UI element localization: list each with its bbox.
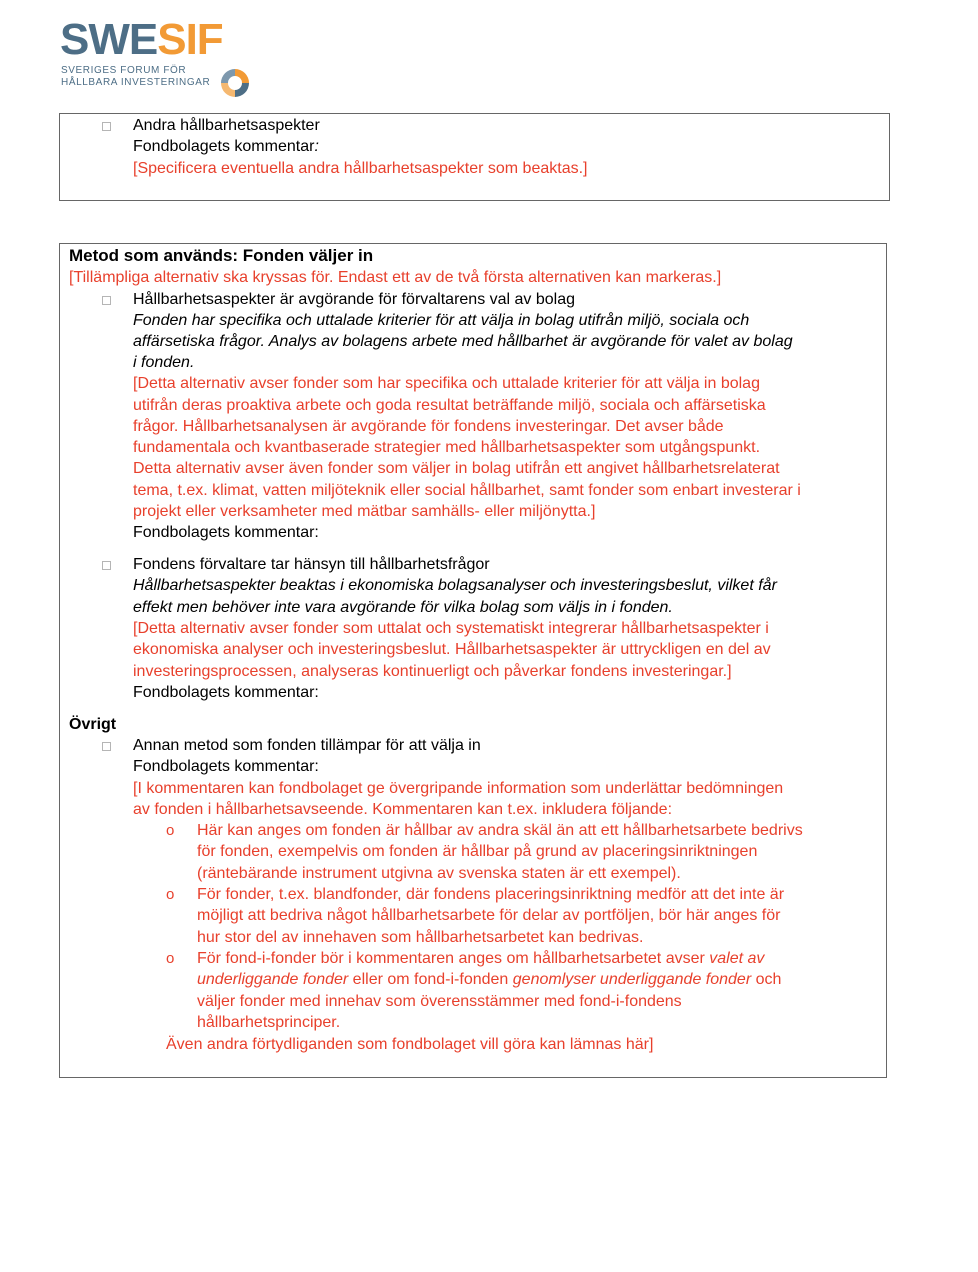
other-aspects-checkbox[interactable] [102,122,111,131]
option1-comment-label[interactable]: Fondbolagets kommentar: [133,524,319,541]
option1-checkbox[interactable] [102,296,111,305]
option3-intro-line: [I kommentaren kan fondbolaget ge övergripande information som underlättar bedömningen [133,780,784,797]
option2-guide-line: [Detta alternativ avser fonder som uttalat och systematiskt integrerar hållbarhetsaspekter i [133,620,769,637]
logo-tagline-1: SVERIGES FORUM FÖR [61,65,187,76]
option1-desc-line: affärsetiska frågor. Analys av bolagens arbete med hållbarhet är avgörande för valet av bolag [133,333,793,350]
option2-desc-line: Hållbarhetsaspekter beaktas i ekonomiska bolagsanalyser och investeringsbeslut, vilket får [133,577,777,594]
option1-label: Hållbarhetsaspekter är avgörande för förvaltarens val av bolag [133,291,576,308]
section-instruction: [Tillämpliga alternativ ska kryssas för. Endast ett av de två första alternativen kan markeras.] [69,269,722,286]
option1-guide-line: frågor. Hållbarhetsanalysen är avgörande för fondens investeringar. Det avser både [133,418,724,435]
option2-desc-line: effekt men behöver inte vara avgörande för vilka bolag som väljs in i fonden. [133,599,673,616]
swesif-logo [60,15,280,98]
option1-guide-line: Detta alternativ avser även fonder som väljer in bolag utifrån ett angivet hållbarhetsrelaterat [133,460,780,477]
option1-desc-line: i fonden. [133,354,195,371]
bullet1-line: Här kan anges om fonden är hållbar av andra skäl än att ett hållbarhetsarbete bedrivs [197,822,803,839]
bullet1-line: (räntebärande instrument utgivna av svenska staten är ett exempel). [197,865,681,882]
bullet3-line: hållbarhetsprinciper. [197,1014,341,1031]
option2-checkbox[interactable] [102,561,111,570]
swesif-ring-icon [218,66,252,100]
option1-guide-line: fundamentala och kvantbaserade strategier med hållbarhetsaspekter som utgångspunkt. [133,439,761,456]
option1-desc-line: Fonden har specifika och uttalade kriterier för att välja in bolag utifrån miljö, sociala och [133,312,750,329]
list-bullet: o [166,950,175,967]
other-aspects-label: Andra hållbarhetsaspekter [133,117,320,134]
list-bullet: o [166,822,175,839]
option1-guide-line: [Detta alternativ avser fonder som har specifika och uttalade kriterier för att välja in bolag [133,375,760,392]
bullet2-line: möjligt att bedriva något hållbarhetsarbete för delar av portföljen, bör här anges för [197,907,781,924]
option2-guide-line: ekonomiska analyser och investeringsbeslut. Hållbarhetsaspekter är uttryckligen en del av [133,641,771,658]
logo-wordmark: SWESIF [60,15,223,64]
bullet2-line: hur stor del av innehaven som hållbarhetsarbetet kan bedrivas. [197,929,644,946]
option3-checkbox[interactable] [102,742,111,751]
option1-guide-line: utifrån deras proaktiva arbete och goda resultat beträffande miljö, sociala och affärsetiska [133,397,766,414]
option3-intro-line: av fonden i hållbarhetsavseende. Kommentaren kan t.ex. inkludera följande: [133,801,673,818]
option1-guide-line: projekt eller verksamheter med mätbar samhälls- eller miljönytta.] [133,503,596,520]
option2-label: Fondens förvaltare tar hänsyn till hållbarhetsfrågor [133,556,490,573]
option2-guide-line: investeringsprocessen, analyseras kontinuerligt och påverkar fondens investeringar.] [133,663,732,680]
logo-tagline-2: HÅLLBARA INVESTERINGAR [61,77,211,88]
other-aspects-placeholder[interactable]: [Specificera eventuella andra hållbarhetsaspekter som beaktas.] [133,160,588,177]
other-aspects-comment-label: Fondbolagets kommentar: [133,138,319,155]
bullet1-line: för fonden, exempelvis om fonden är hållbar på grund av placeringsinriktningen [197,843,758,860]
option2-comment-label[interactable]: Fondbolagets kommentar: [133,684,319,701]
option3-closing: Även andra förtydliganden som fondbolaget vill göra kan lämnas här] [166,1036,654,1053]
option1-guide-line: tema, t.ex. klimat, vatten miljöteknik eller social hållbarhet, samt fonder som enbart investerar i [133,482,801,499]
other-heading: Övrigt [69,716,117,733]
section-title: Metod som används: Fonden väljer in [69,246,374,265]
bullet3-line: väljer fonder med innehav som överensstämmer med fond-i-fondens [197,993,682,1010]
bullet2-line: För fonder, t.ex. blandfonder, där fondens placeringsinriktning medför att det inte är [197,886,785,903]
bullet3-line: underliggande fonder eller om fond-i-fonden genomlyser underliggande fonder och [197,971,782,988]
bullet3-line: För fond-i-fonder bör i kommentaren anges om hållbarhetsarbetet avser valet av [197,950,765,967]
option3-comment-label[interactable]: Fondbolagets kommentar: [133,758,319,775]
option3-label: Annan metod som fonden tillämpar för att välja in [133,737,481,754]
list-bullet: o [166,886,175,903]
